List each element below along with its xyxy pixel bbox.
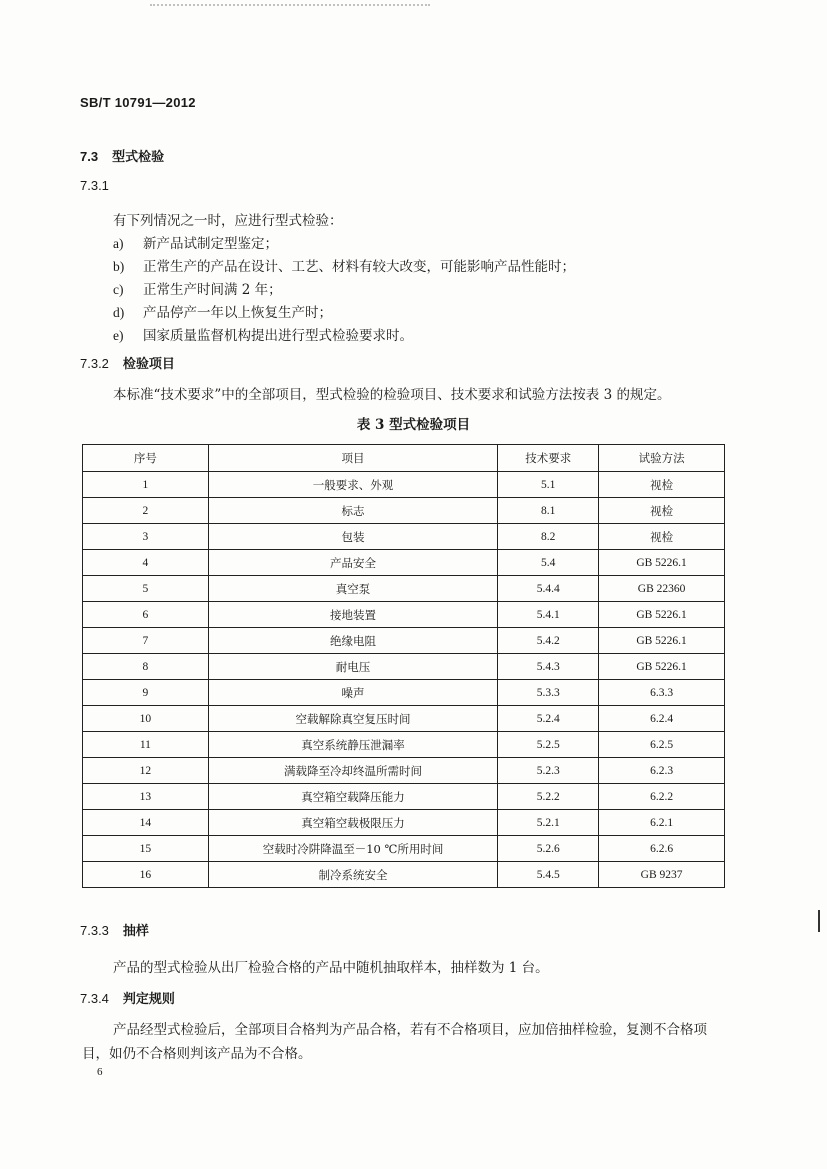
cell-serial: 15: [83, 836, 209, 862]
cell-item: 空载解除真空复压时间: [208, 706, 498, 732]
cell-method: 6.2.3: [599, 758, 725, 784]
header-requirement: 技术要求: [498, 445, 599, 472]
cell-method: 6.2.4: [599, 706, 725, 732]
table-header-row: [83, 445, 725, 472]
cell-method: 6.2.5: [599, 732, 725, 758]
cell-requirement: 5.4.4: [498, 576, 599, 602]
cell-item: 制冷系统安全: [208, 862, 498, 888]
table-row: [83, 654, 725, 680]
list-item-d: [113, 301, 332, 321]
section-title: 抽样: [122, 924, 149, 939]
cell-serial: 9: [83, 680, 209, 706]
table-row: [83, 706, 725, 732]
section-number: 7.3.3: [80, 923, 109, 938]
cell-method: 视检: [599, 498, 725, 524]
list-item-e: [113, 324, 413, 344]
section-7-3-4-text-line1: 产品经型式检验后，全部项目合格判为产品合格，若有不合格项目，应加倍抽样检验，复测不合格项: [113, 1022, 707, 1038]
cell-requirement: 5.4.3: [498, 654, 599, 680]
cell-serial: 7: [83, 628, 209, 654]
list-marker: d): [113, 305, 125, 320]
inspection-items-table: [82, 444, 725, 888]
cell-requirement: 8.1: [498, 498, 599, 524]
header-serial: 序号: [83, 445, 209, 472]
header-item: 项目: [208, 445, 498, 472]
cell-requirement: 5.2.4: [498, 706, 599, 732]
list-text: 新产品试制定型鉴定；: [143, 236, 278, 252]
cell-serial: 12: [83, 758, 209, 784]
table-row: [83, 862, 725, 888]
cell-item: 一般要求、外观: [208, 472, 498, 498]
cell-method: 6.3.3: [599, 680, 725, 706]
table-row: [83, 576, 725, 602]
cell-serial: 2: [83, 498, 209, 524]
standard-code: SB/T 10791—2012: [80, 95, 196, 110]
section-number: 7.3.4: [80, 991, 109, 1006]
list-marker: a): [113, 236, 124, 251]
cell-method: 6.2.6: [599, 836, 725, 862]
cell-item: 真空泵: [208, 576, 498, 602]
cell-method: GB 5226.1: [599, 550, 725, 576]
cell-serial: 11: [83, 732, 209, 758]
cell-requirement: 5.1: [498, 472, 599, 498]
cell-requirement: 5.4.2: [498, 628, 599, 654]
cell-method: GB 5226.1: [599, 628, 725, 654]
cell-requirement: 5.2.6: [498, 836, 599, 862]
cell-requirement: 5.2.5: [498, 732, 599, 758]
cell-requirement: 5.2.2: [498, 784, 599, 810]
table-row: [83, 810, 725, 836]
section-number: 7.3.1: [80, 178, 109, 193]
section-7-3-heading: [80, 146, 164, 165]
table-row: [83, 836, 725, 862]
list-marker: c): [113, 282, 124, 297]
cell-requirement: 8.2: [498, 524, 599, 550]
list-text: 正常生产的产品在设计、工艺、材料有较大改变，可能影响产品性能时；: [143, 259, 575, 275]
table-row: [83, 680, 725, 706]
page-number: 6: [97, 1066, 103, 1078]
table-caption: 表 3 型式检验项目: [356, 417, 471, 433]
cell-requirement: 5.4: [498, 550, 599, 576]
list-item-a: [113, 232, 278, 252]
cell-serial: 16: [83, 862, 209, 888]
cell-item: 包装: [208, 524, 498, 550]
cell-method: 6.2.1: [599, 810, 725, 836]
cell-item: 真空系统静压泄漏率: [208, 732, 498, 758]
table-row: [83, 524, 725, 550]
section-7-3-2-heading: [80, 353, 175, 372]
table-row: [83, 472, 725, 498]
list-text: 国家质量监督机构提出进行型式检验要求时。: [143, 328, 413, 344]
table-row: [83, 498, 725, 524]
list-text: 产品停产一年以上恢复生产时；: [143, 305, 332, 321]
table-row: [83, 602, 725, 628]
cell-method: GB 9237: [599, 862, 725, 888]
cell-serial: 14: [83, 810, 209, 836]
section-7-3-4-heading: [80, 988, 175, 1007]
cell-item: 空载时冷阱降温至－10 ℃所用时间: [208, 836, 498, 862]
cell-item: 标志: [208, 498, 498, 524]
section-number: 7.3: [80, 149, 99, 164]
cell-serial: 10: [83, 706, 209, 732]
cell-item: 真空箱空载降压能力: [208, 784, 498, 810]
table-row: [83, 784, 725, 810]
cell-serial: 1: [83, 472, 209, 498]
section-title: 型式检验: [112, 150, 165, 165]
cell-item: 耐电压: [208, 654, 498, 680]
section-title: 判定规则: [122, 992, 175, 1007]
cell-requirement: 5.4.1: [498, 602, 599, 628]
list-item-c: [113, 278, 282, 298]
cell-item: 接地装置: [208, 602, 498, 628]
cell-serial: 3: [83, 524, 209, 550]
cell-method: GB 5226.1: [599, 654, 725, 680]
cell-method: 6.2.2: [599, 784, 725, 810]
header-method: 试验方法: [599, 445, 725, 472]
section-7-3-4-text-line2: 目，如仍不合格则判该产品为不合格。: [82, 1046, 312, 1062]
cell-item: 噪声: [208, 680, 498, 706]
cell-item: 绝缘电阻: [208, 628, 498, 654]
cell-serial: 4: [83, 550, 209, 576]
cell-requirement: 5.4.5: [498, 862, 599, 888]
scan-artifact-mark: [818, 910, 820, 932]
section-7-3-2-text: 本标准“技术要求”中的全部项目，型式检验的检验项目、技术要求和试验方法按表 3 的规定。: [113, 387, 671, 403]
table-row: [83, 628, 725, 654]
table-row: [83, 758, 725, 784]
cell-item: 满载降至冷却终温所需时间: [208, 758, 498, 784]
cell-serial: 5: [83, 576, 209, 602]
section-number: 7.3.2: [80, 356, 109, 371]
cell-method: GB 22360: [599, 576, 725, 602]
scan-artifact-line: [150, 0, 430, 6]
cell-method: GB 5226.1: [599, 602, 725, 628]
section-7-3-3-heading: [80, 920, 149, 939]
cell-item: 产品安全: [208, 550, 498, 576]
cell-serial: 13: [83, 784, 209, 810]
list-marker: b): [113, 259, 125, 274]
list-marker: e): [113, 328, 124, 343]
cell-requirement: 5.3.3: [498, 680, 599, 706]
table-row: [83, 732, 725, 758]
section-title: 检验项目: [122, 357, 175, 372]
table-row: [83, 550, 725, 576]
cell-serial: 6: [83, 602, 209, 628]
cell-item: 真空箱空载极限压力: [208, 810, 498, 836]
list-item-b: [113, 255, 575, 275]
section-7-3-1-intro: 有下列情况之一时，应进行型式检验：: [113, 213, 343, 229]
section-7-3-1-heading: [80, 178, 123, 194]
cell-serial: 8: [83, 654, 209, 680]
cell-method: 视检: [599, 472, 725, 498]
section-7-3-3-text: 产品的型式检验从出厂检验合格的产品中随机抽取样本，抽样数为 1 台。: [113, 960, 549, 976]
cell-requirement: 5.2.3: [498, 758, 599, 784]
cell-method: 视检: [599, 524, 725, 550]
cell-requirement: 5.2.1: [498, 810, 599, 836]
list-text: 正常生产时间满 2 年；: [143, 282, 282, 298]
